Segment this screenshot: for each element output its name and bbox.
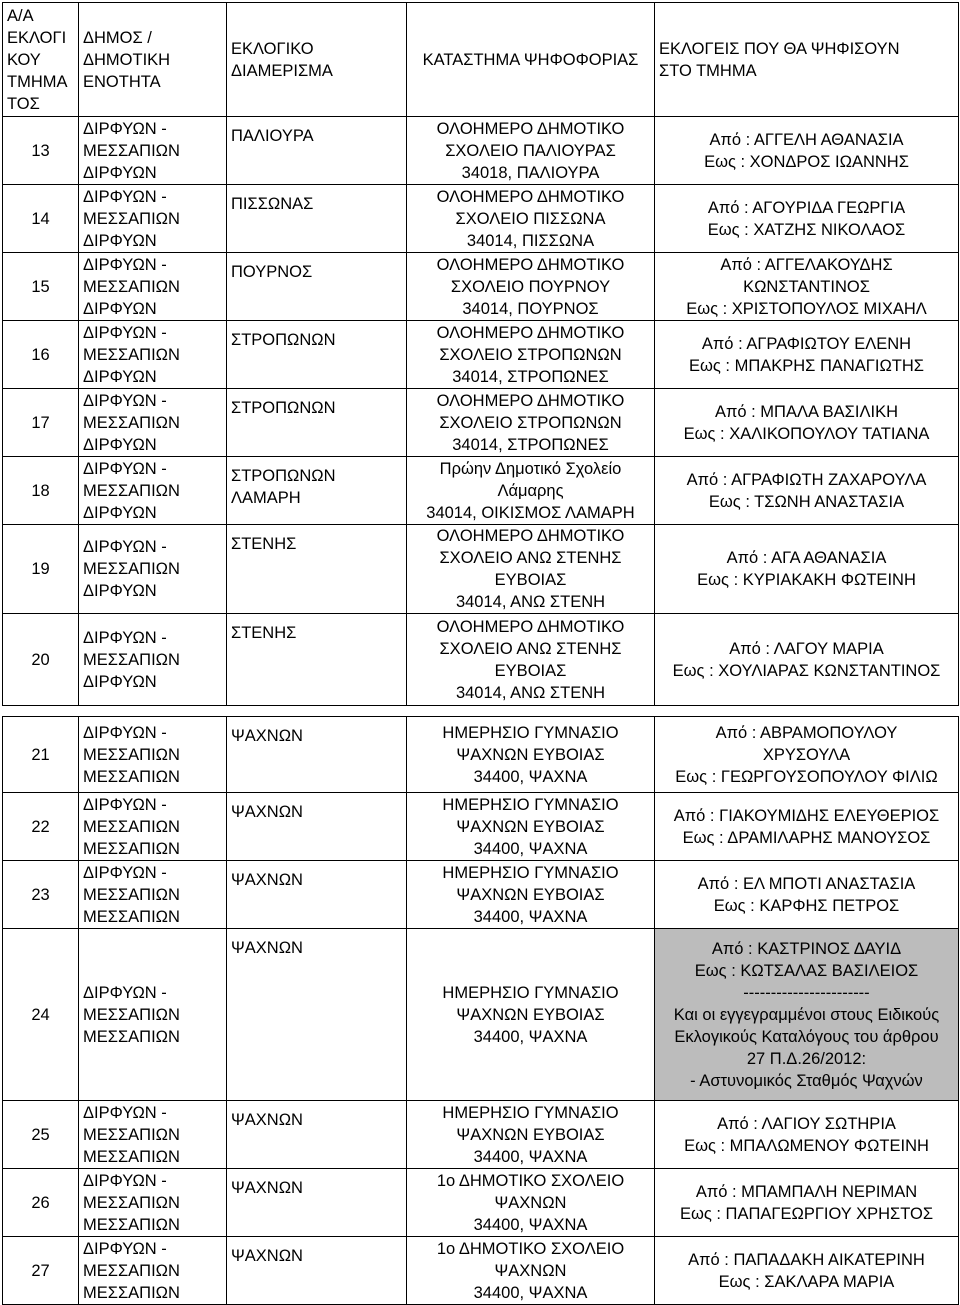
line: ΔΙΡΦΥΩΝ - <box>83 538 167 556</box>
table-row <box>3 253 959 321</box>
line: ΔΗΜΟΣ / <box>83 28 152 47</box>
line: ΠΑΛΙΟΥΡΑ <box>231 127 314 145</box>
polling-station-cell <box>407 389 655 457</box>
line: ΟΛΟΗΜΕΡΟ ΔΗΜΟΤΙΚΟ <box>436 391 625 410</box>
district-cell <box>227 525 407 614</box>
line: ΜΕΣΣΑΠΙΩΝ <box>83 1147 180 1166</box>
line: ΔΙΡΦΥΩΝ - <box>83 255 167 274</box>
line: ΚΑΤΑΣΤΗΜΑ ΨΗΦΟΦΟΡΙΑΣ <box>422 50 639 69</box>
section-number-cell: 14 <box>3 185 79 253</box>
line: ΗΜΕΡΗΣΙΟ ΓΥΜΝΑΣΙΟ <box>442 795 619 814</box>
header-voters-range <box>655 3 959 117</box>
line: ΨΑΧΝΩΝ <box>494 1193 567 1212</box>
line: ΗΜΕΡΗΣΙΟ ΓΥΜΝΑΣΙΟ <box>442 863 619 882</box>
voters-range-cell <box>655 614 959 706</box>
voters-range-cell <box>655 1169 959 1237</box>
header-row <box>3 3 959 117</box>
district-cell <box>227 1169 407 1237</box>
polling-station-cell <box>407 117 655 185</box>
line: Από : ΛΑΓΙΟΥ ΣΩΤΗΡΙΑ <box>717 1114 896 1133</box>
line: ΨΑΧΝΩΝ ΕΥΒΟΙΑΣ <box>456 1005 605 1024</box>
line: ΔΙΡΦΥΩΝ <box>83 503 157 522</box>
line: Λάμαρης <box>497 481 564 500</box>
line: 34014, ΠΙΣΣΩΝΑ <box>466 231 595 250</box>
municipality-cell <box>79 1169 227 1237</box>
line: Από : ΑΓΡΑΦΙΩΤΟΥ ΕΛΕΝΗ <box>701 334 912 353</box>
voters-range-cell <box>655 861 959 929</box>
line: ΔΙΡΦΥΩΝ - <box>83 795 167 814</box>
line: ΨΑΧΝΩΝ <box>231 1111 303 1129</box>
line: Εως : ΧΑΤΖΗΣ ΝΙΚΟΛΑΟΣ <box>707 220 906 239</box>
table-row <box>3 1237 959 1305</box>
section-number-cell: 13 <box>3 117 79 185</box>
municipality-cell <box>79 614 227 706</box>
line: ΜΕΣΣΑΠΙΩΝ <box>83 650 180 669</box>
line: 34014, ΑΝΩ ΣΤΕΝΗ <box>455 593 606 611</box>
line: ΜΕΣΣΑΠΙΩΝ <box>83 560 180 578</box>
line: Από : ΠΑΠΑΔΑΚΗ ΑΙΚΑΤΕΡΙΝΗ <box>688 1250 925 1269</box>
line: ΔΙΡΦΥΩΝ - <box>83 459 167 478</box>
section-number-cell: 27 <box>3 1237 79 1305</box>
voters-range-cell <box>655 1101 959 1169</box>
header-district <box>227 3 407 117</box>
line: ΔΙΡΦΥΩΝ <box>83 582 157 600</box>
line: Εως : ΧΡΙΣΤΟΠΟΥΛΟΣ ΜΙΧΑΗΛ <box>686 299 927 318</box>
table-body <box>3 117 959 1305</box>
polling-station-cell <box>407 1169 655 1237</box>
line: ----------------------- <box>743 983 870 1002</box>
line: 34018, ΠΑΛΙΟΥΡΑ <box>461 163 600 182</box>
section-number-cell: 26 <box>3 1169 79 1237</box>
line: 34400, ΨΑΧΝΑ <box>473 1215 588 1234</box>
line: ΗΜΕΡΗΣΙΟ ΓΥΜΝΑΣΙΟ <box>442 983 619 1002</box>
municipality-cell <box>79 117 227 185</box>
section-number-cell: 24 <box>3 929 79 1101</box>
line: ΣΧΟΛΕΙΟ ΠΙΣΣΩΝΑ <box>455 209 606 228</box>
line: ΟΛΟΗΜΕΡΟ ΔΗΜΟΤΙΚΟ <box>436 527 625 545</box>
line: 34400, ΨΑΧΝΑ <box>473 839 588 858</box>
municipality-cell <box>79 321 227 389</box>
table-row <box>3 614 959 706</box>
line: ΔΙΡΦΥΩΝ - <box>83 323 167 342</box>
voters-range-cell <box>655 253 959 321</box>
line: ΟΛΟΗΜΕΡΟ ΔΗΜΟΤΙΚΟ <box>436 323 625 342</box>
line: ΨΑΧΝΩΝ <box>494 1261 567 1280</box>
line: Από : ΑΒΡΑΜΟΠΟΥΛΟΥ <box>715 723 898 742</box>
line: ΚΩΝΣΤΑΝΤΙΝΟΣ <box>743 277 870 296</box>
section-number-cell: 17 <box>3 389 79 457</box>
municipality-cell <box>79 793 227 861</box>
line: 1ο ΔΗΜΟΤΙΚΟ ΣΧΟΛΕΙΟ <box>436 1239 625 1258</box>
line: ΨΑΧΝΩΝ ΕΥΒΟΙΑΣ <box>456 817 605 836</box>
line: ΣΤΕΝΗΣ <box>231 624 297 642</box>
line: ΕΥΒΟΙΑΣ <box>494 661 567 680</box>
line: Εως : ΤΣΩΝΗ ΑΝΑΣΤΑΣΙΑ <box>708 492 905 511</box>
line: Από : ΛΑΓΟΥ ΜΑΡΙΑ <box>729 639 884 658</box>
municipality-cell <box>79 1101 227 1169</box>
line: 34400, ΨΑΧΝΑ <box>473 1147 588 1166</box>
line: Εως : ΧΟΝΔΡΟΣ ΙΩΑΝΝΗΣ <box>704 152 909 171</box>
voters-range-cell <box>655 717 959 793</box>
line: ΔΙΡΦΥΩΝ - <box>83 391 167 410</box>
line: ΨΑΧΝΩΝ <box>231 1247 303 1265</box>
section-number-cell: 18 <box>3 457 79 525</box>
line: ΨΑΧΝΩΝ ΕΥΒΟΙΑΣ <box>456 885 605 904</box>
line: ΨΑΧΝΩΝ <box>231 871 303 889</box>
voters-range-cell <box>655 117 959 185</box>
line: Από : ΑΓΑ ΑΘΑΝΑΣΙΑ <box>726 549 887 567</box>
polling-station-cell <box>407 614 655 706</box>
line: ΔΙΡΦΥΩΝ <box>83 163 157 182</box>
district-cell <box>227 321 407 389</box>
line: ΣΧΟΛΕΙΟ ΠΟΥΡΝΟΥ <box>450 277 611 296</box>
table-row <box>3 185 959 253</box>
voters-range-cell <box>655 457 959 525</box>
municipality-cell <box>79 457 227 525</box>
line: ΕΚΛΟΓΙ <box>7 28 67 47</box>
line: ΣΤΡΟΠΩΝΩΝ <box>231 467 336 485</box>
header-polling-station <box>407 3 655 117</box>
line: ΟΛΟΗΜΕΡΟ ΔΗΜΟΤΙΚΟ <box>436 617 625 636</box>
row-spacer <box>3 706 959 717</box>
line: ΨΑΧΝΩΝ <box>231 939 303 957</box>
line: ΚΟΥ <box>7 50 41 69</box>
line: ΜΕΣΣΑΠΙΩΝ <box>83 1027 180 1046</box>
table-row <box>3 117 959 185</box>
section-number-cell: 23 <box>3 861 79 929</box>
line: ΔΙΡΦΥΩΝ - <box>83 187 167 206</box>
line: ΜΕΣΣΑΠΙΩΝ <box>83 1261 180 1280</box>
line: Εως : ΚΥΡΙΑΚΑΚΗ ΦΩΤΕΙΝΗ <box>697 571 916 589</box>
line: Εως : ΚΑΡΦΗΣ ΠΕΤΡΟΣ <box>713 896 900 915</box>
line: Εως : ΣΑΚΛΑΡΑ ΜΑΡΙΑ <box>718 1272 895 1291</box>
line: ΔΙΡΦΥΩΝ <box>83 231 157 250</box>
line: ΜΕΣΣΑΠΙΩΝ <box>83 767 180 786</box>
polling-station-cell <box>407 1101 655 1169</box>
polling-station-cell <box>407 861 655 929</box>
line: ΜΕΣΣΑΠΙΩΝ <box>83 481 180 500</box>
line: ΜΕΣΣΑΠΙΩΝ <box>83 141 180 160</box>
line: Από : ΜΠΑΜΠΑΛΗ ΝΕΡΙΜΑΝ <box>695 1182 918 1201</box>
line: Από : ΜΠΑΛΑ ΒΑΣΙΛΙΚΗ <box>714 402 898 421</box>
line: ΕΥΒΟΙΑΣ <box>494 571 567 589</box>
line: ΔΗΜΟΤΙΚΗ <box>83 50 171 69</box>
table-row <box>3 929 959 1101</box>
line: Και οι εγγεγραμμένοι στους Ειδικούς <box>673 1005 940 1024</box>
district-cell <box>227 793 407 861</box>
voters-range-cell <box>655 321 959 389</box>
line: ΜΕΣΣΑΠΙΩΝ <box>83 839 180 858</box>
line: Από : ΕΛ ΜΠΟΤΙ ΑΝΑΣΤΑΣΙΑ <box>697 874 916 893</box>
line: Εως : ΜΠΑΚΡΗΣ ΠΑΝΑΓΙΩΤΗΣ <box>688 356 924 375</box>
line: Πρώην Δημοτικό Σχολείο <box>439 459 622 478</box>
voters-range-cell <box>655 389 959 457</box>
line: ΔΙΡΦΥΩΝ <box>83 435 157 454</box>
line: ΟΛΟΗΜΕΡΟ ΔΗΜΟΤΙΚΟ <box>436 187 625 206</box>
section-number-cell: 22 <box>3 793 79 861</box>
line: ΔΙΡΦΥΩΝ - <box>83 863 167 882</box>
polling-station-cell <box>407 1237 655 1305</box>
district-cell <box>227 614 407 706</box>
line: ΜΕΣΣΑΠΙΩΝ <box>83 345 180 364</box>
line: ΔΙΡΦΥΩΝ - <box>83 983 167 1002</box>
line: 34014, ΠΟΥΡΝΟΣ <box>462 299 599 318</box>
line: ΨΑΧΝΩΝ ΕΥΒΟΙΑΣ <box>456 745 605 764</box>
polling-station-cell <box>407 253 655 321</box>
line: ΔΙΡΦΥΩΝ <box>83 299 157 318</box>
table-row <box>3 861 959 929</box>
municipality-cell <box>79 389 227 457</box>
line: 34014, ΑΝΩ ΣΤΕΝΗ <box>455 683 606 702</box>
voters-range-cell <box>655 793 959 861</box>
line: ΕΚΛΟΓΕΙΣ ΠΟΥ ΘΑ ΨΗΦΙΣΟΥΝ <box>659 39 900 58</box>
table-row <box>3 321 959 389</box>
line: 34014, ΟΙΚΙΣΜΟΣ ΛΑΜΑΡΗ <box>426 503 635 522</box>
line: ΣΧΟΛΕΙΟ ΣΤΡΟΠΩΝΩΝ <box>439 413 622 432</box>
line: Εως : ΜΠΑΛΩΜΕΝΟΥ ΦΩΤΕΙΝΗ <box>684 1136 929 1155</box>
line: 34400, ΨΑΧΝΑ <box>473 907 588 926</box>
line: ΗΜΕΡΗΣΙΟ ΓΥΜΝΑΣΙΟ <box>442 723 619 742</box>
header-section-number <box>3 3 79 117</box>
line: Εως : ΧΑΛΙΚΟΠΟΥΛΟΥ ΤΑΤΙΑΝΑ <box>683 424 930 443</box>
line: - Αστυνομικός Σταθμός Ψαχνών <box>690 1071 923 1090</box>
polling-stations-table <box>2 2 959 1305</box>
district-cell <box>227 1237 407 1305</box>
line: ΔΙΡΦΥΩΝ - <box>83 628 167 647</box>
line: Από : ΑΓΓΕΛΑΚΟΥΔΗΣ <box>720 255 893 274</box>
header-municipality <box>79 3 227 117</box>
line: ΕΚΛΟΓΙΚΟ <box>231 39 314 58</box>
district-cell <box>227 457 407 525</box>
district-cell <box>227 1101 407 1169</box>
district-cell <box>227 253 407 321</box>
line: ΜΕΣΣΑΠΙΩΝ <box>83 1215 180 1234</box>
line: Εκλογικούς Καταλόγους του άρθρου <box>674 1027 939 1046</box>
line: ΔΙΡΦΥΩΝ <box>83 367 157 386</box>
section-number-cell: 25 <box>3 1101 79 1169</box>
line: 34014, ΣΤΡΟΠΩΝΕΣ <box>452 367 609 386</box>
voters-range-cell <box>655 929 959 1101</box>
line: ΔΙΑΜΕΡΙΣΜΑ <box>231 61 333 80</box>
line: ΣΤΡΟΠΩΝΩΝ <box>231 331 336 349</box>
polling-station-cell <box>407 525 655 614</box>
polling-station-cell <box>407 185 655 253</box>
line: ΣΧΟΛΕΙΟ ΠΑΛΙΟΥΡΑΣ <box>445 141 616 160</box>
municipality-cell <box>79 929 227 1101</box>
line: 34014, ΣΤΡΟΠΩΝΕΣ <box>452 435 609 454</box>
district-cell <box>227 389 407 457</box>
line: Από : ΑΓΟΥΡΙΔΑ ΓΕΩΡΓΙΑ <box>707 198 906 217</box>
line: ΔΙΡΦΥΩΝ <box>83 672 157 691</box>
table-row <box>3 457 959 525</box>
table-row <box>3 389 959 457</box>
line: ΛΑΜΑΡΗ <box>231 489 301 507</box>
line: ΤΟΣ <box>7 94 40 113</box>
line: ΜΕΣΣΑΠΙΩΝ <box>83 907 180 926</box>
district-cell <box>227 185 407 253</box>
line: ΨΑΧΝΩΝ <box>231 803 303 821</box>
line: ΟΛΟΗΜΕΡΟ ΔΗΜΟΤΙΚΟ <box>436 119 625 138</box>
district-cell <box>227 717 407 793</box>
line: 34400, ΨΑΧΝΑ <box>473 1027 588 1046</box>
district-cell <box>227 117 407 185</box>
line: 34400, ΨΑΧΝΑ <box>473 767 588 786</box>
line: ΜΕΣΣΑΠΙΩΝ <box>83 1193 180 1212</box>
table-row <box>3 1101 959 1169</box>
voters-range-cell <box>655 1237 959 1305</box>
line: ΣΧΟΛΕΙΟ ΑΝΩ ΣΤΕΝΗΣ <box>439 549 622 567</box>
line: ΜΕΣΣΑΠΙΩΝ <box>83 1005 180 1024</box>
line: ΣΤΕΝΗΣ <box>231 535 297 553</box>
table-row <box>3 793 959 861</box>
section-number-cell: 19 <box>3 525 79 614</box>
line: ΔΙΡΦΥΩΝ - <box>83 1103 167 1122</box>
line: Εως : ΓΕΩΡΓΟΥΣΟΠΟΥΛΟΥ ΦΙΛΙΩ <box>675 767 938 786</box>
section-number-cell: 15 <box>3 253 79 321</box>
section-number-cell: 20 <box>3 614 79 706</box>
line: Εως : ΧΟΥΛΙΑΡΑΣ ΚΩΝΣΤΑΝΤΙΝΟΣ <box>672 661 941 680</box>
district-cell <box>227 929 407 1101</box>
line: ΜΕΣΣΑΠΙΩΝ <box>83 277 180 296</box>
line: ΗΜΕΡΗΣΙΟ ΓΥΜΝΑΣΙΟ <box>442 1103 619 1122</box>
line: Από : ΓΙΑΚΟΥΜΙΔΗΣ ΕΛΕΥΘΕΡΙΟΣ <box>673 806 940 825</box>
municipality-cell <box>79 185 227 253</box>
line: ΣΧΟΛΕΙΟ ΑΝΩ ΣΤΕΝΗΣ <box>439 639 622 658</box>
line: ΜΕΣΣΑΠΙΩΝ <box>83 745 180 764</box>
municipality-cell <box>79 525 227 614</box>
line: ΤΜΗΜΑ <box>7 72 68 91</box>
line: ΜΕΣΣΑΠΙΩΝ <box>83 413 180 432</box>
polling-station-cell <box>407 929 655 1101</box>
municipality-cell <box>79 861 227 929</box>
line: ΜΕΣΣΑΠΙΩΝ <box>83 817 180 836</box>
polling-station-cell <box>407 321 655 389</box>
line: ΜΕΣΣΑΠΙΩΝ <box>83 885 180 904</box>
line: ΣΧΟΛΕΙΟ ΣΤΡΟΠΩΝΩΝ <box>439 345 622 364</box>
municipality-cell <box>79 253 227 321</box>
line: ΨΑΧΝΩΝ <box>231 727 303 745</box>
table-row <box>3 525 959 614</box>
municipality-cell <box>79 717 227 793</box>
line: ΜΕΣΣΑΠΙΩΝ <box>83 1125 180 1144</box>
line: ΨΑΧΝΩΝ <box>231 1179 303 1197</box>
line: ΔΙΡΦΥΩΝ - <box>83 723 167 742</box>
line: ΣΤΡΟΠΩΝΩΝ <box>231 399 336 417</box>
line: Από : ΑΓΡΑΦΙΩΤΗ ΖΑΧΑΡΟΥΛΑ <box>686 470 927 489</box>
line: 34400, ΨΑΧΝΑ <box>473 1283 588 1302</box>
line: ΨΑΧΝΩΝ ΕΥΒΟΙΑΣ <box>456 1125 605 1144</box>
line: ΜΕΣΣΑΠΙΩΝ <box>83 1283 180 1302</box>
line: ΔΙΡΦΥΩΝ - <box>83 119 167 138</box>
section-number-cell: 16 <box>3 321 79 389</box>
line: ΟΛΟΗΜΕΡΟ ΔΗΜΟΤΙΚΟ <box>436 255 625 274</box>
line: Εως : ΔΡΑΜΙΛΑΡΗΣ ΜΑΝΟΥΣΟΣ <box>682 828 931 847</box>
line: Εως : ΠΑΠΑΓΕΩΡΓΙΟΥ ΧΡΗΣΤΟΣ <box>679 1204 934 1223</box>
line: 27 Π.Δ.26/2012: <box>746 1049 867 1068</box>
line: ΠΙΣΣΩΝΑΣ <box>231 195 314 213</box>
line: ΧΡΥΣΟΥΛΑ <box>762 745 851 764</box>
line: Από : ΚΑΣΤΡΙΝΟΣ ΔΑΥΙΔ <box>711 939 902 958</box>
voters-range-cell <box>655 185 959 253</box>
polling-station-cell <box>407 457 655 525</box>
polling-station-cell <box>407 793 655 861</box>
district-cell <box>227 861 407 929</box>
line: Από : ΑΓΓΕΛΗ ΑΘΑΝΑΣΙΑ <box>709 130 904 149</box>
line: ΔΙΡΦΥΩΝ - <box>83 1239 167 1258</box>
line: ΣΤΟ ΤΜΗΜΑ <box>659 61 757 80</box>
line: ΕΝΟΤΗΤΑ <box>83 72 161 91</box>
municipality-cell <box>79 1237 227 1305</box>
line: ΠΟΥΡΝΟΣ <box>231 263 313 281</box>
section-number-cell: 21 <box>3 717 79 793</box>
voters-range-cell <box>655 525 959 614</box>
line: Α/Α <box>7 6 34 25</box>
polling-station-cell <box>407 717 655 793</box>
line: ΜΕΣΣΑΠΙΩΝ <box>83 209 180 228</box>
table-row <box>3 1169 959 1237</box>
line: 1ο ΔΗΜΟΤΙΚΟ ΣΧΟΛΕΙΟ <box>436 1171 625 1190</box>
table-row <box>3 717 959 793</box>
line: Εως : ΚΩΤΣΑΛΑΣ ΒΑΣΙΛΕΙΟΣ <box>694 961 919 980</box>
line: ΔΙΡΦΥΩΝ - <box>83 1171 167 1190</box>
